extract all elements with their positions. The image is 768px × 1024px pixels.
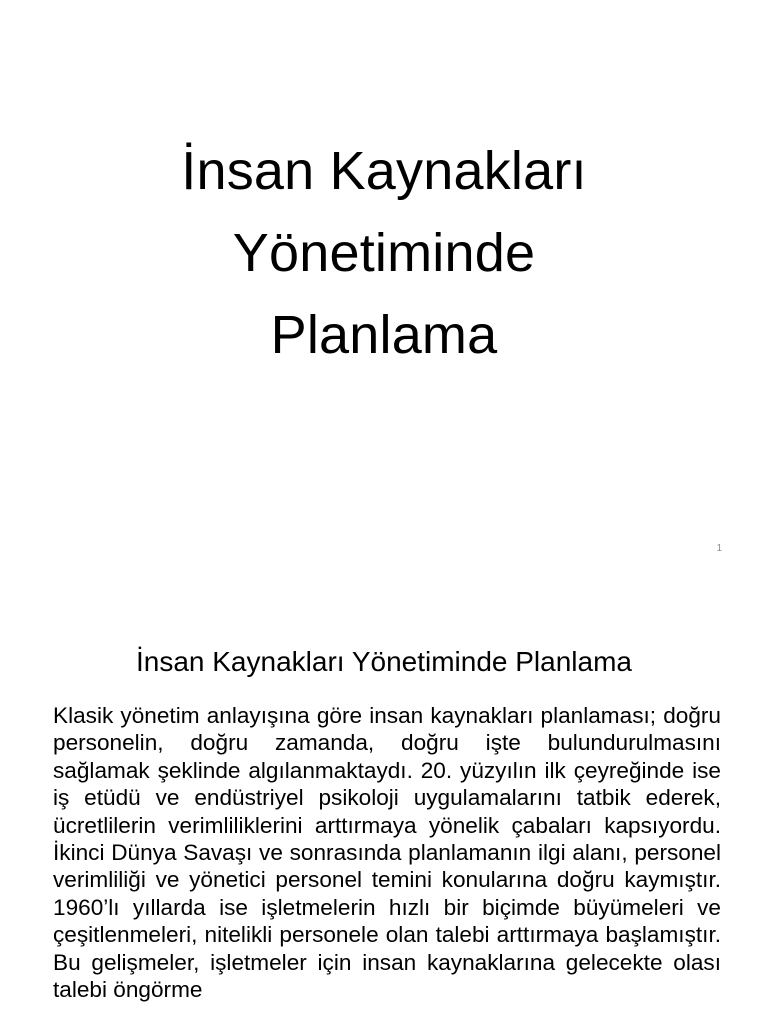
content-slide-title: İnsan Kaynakları Yönetiminde Planlama <box>135 646 632 677</box>
slide-number: 1 <box>716 543 722 554</box>
content-slide-body: Klasik yönetim anlayışına göre insan kaynakları planlaması; doğru personelin, doğru zamanda, doğru işte bulundurulmasını sağlamak şeklinde algılanmaktaydı. 20. yüzyılın ilk çeyreğinde ise iş etüdü ve endüstriyel psikoloji uygulamalarını tatbik ederek, ücretlilerin verimliliklerini arttırmaya yönelik çabaları kapsıyordu. İkinci Dünya Savaşı ve sonrasında planlamanın ilgi alanı, personel verimliliği ve yönetici personel temini konularına doğru kaymıştır. 1960’lı yıllarda ise işletmelerin hızlı bir biçimde büyümeleri ve çeşitlenmeleri, nitelikli personele olan talebi arttırmaya başlamıştır. Bu gelişmeler, işletmeler için insan kaynaklarına gelecekte olası talebi öngörme <box>53 703 721 1003</box>
content-slide <box>0 620 768 1024</box>
slide-title-line-2: Yönetiminde <box>232 223 536 283</box>
slide-title-line-3: Planlama <box>270 305 498 365</box>
slide-title <box>0 130 768 376</box>
slide-title-line-1: İnsan Kaynakları <box>181 141 587 201</box>
